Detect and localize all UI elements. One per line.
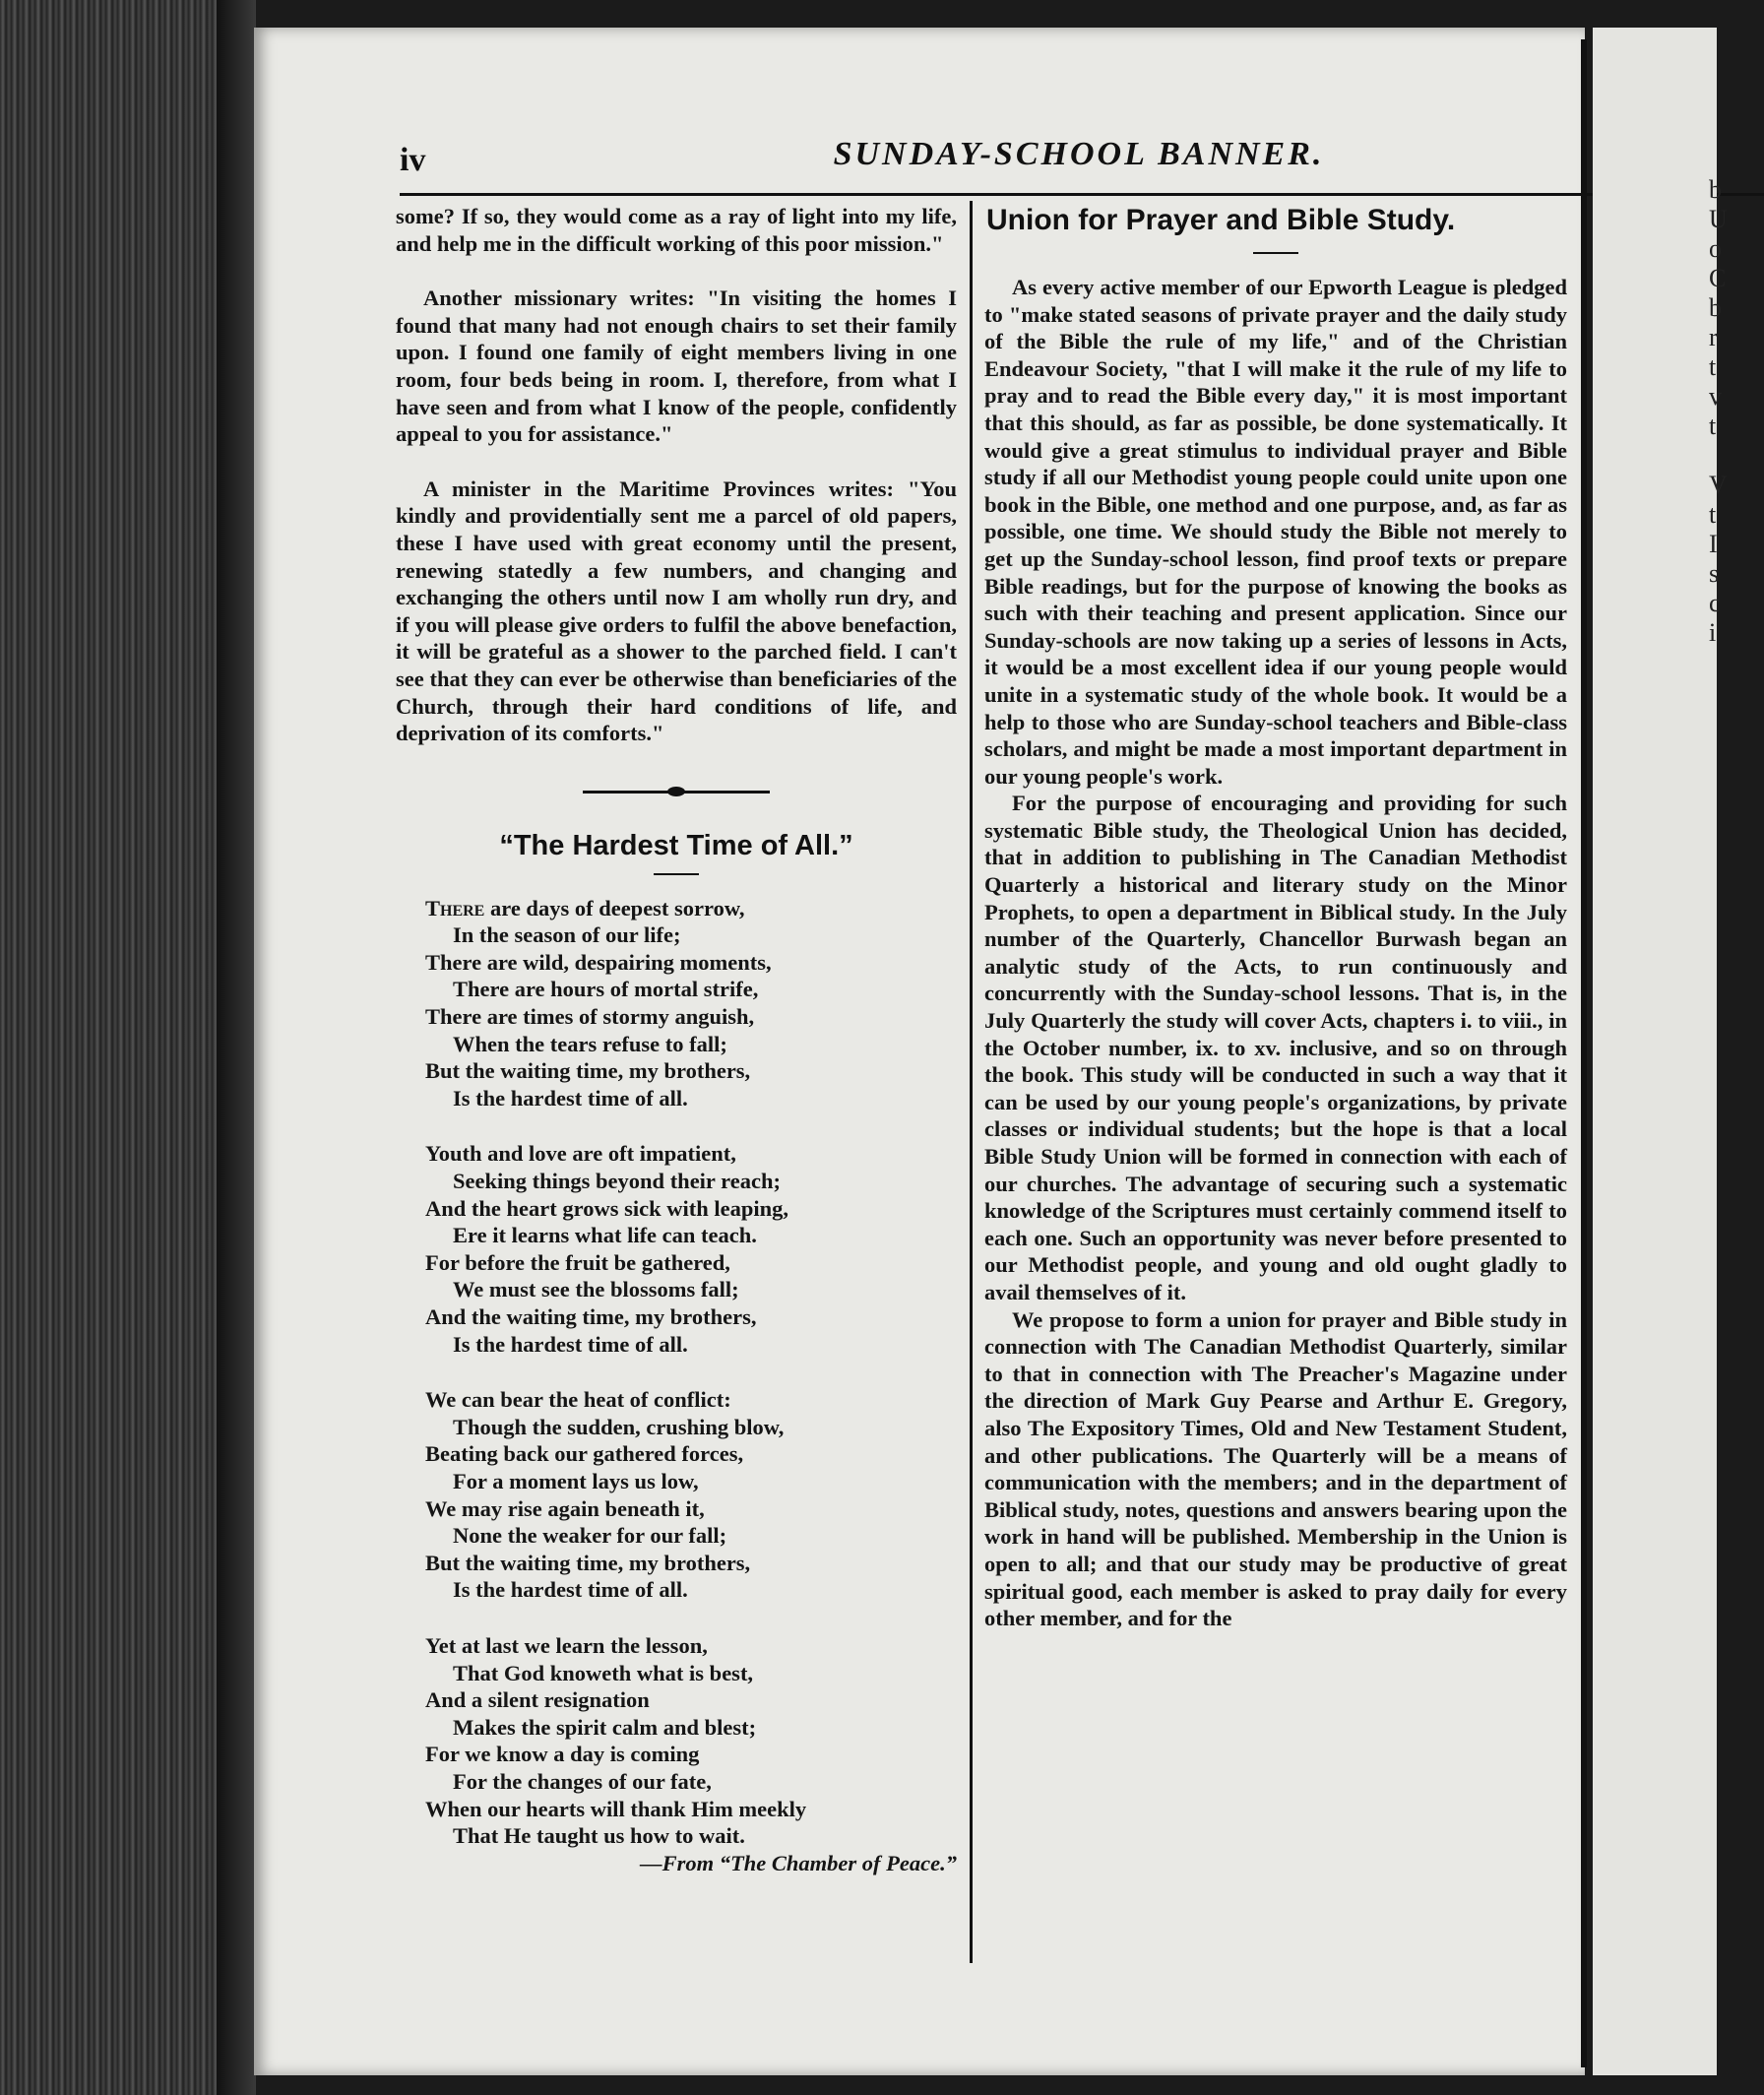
fragment-letter: t [1709, 500, 1717, 529]
poem-stanza [425, 1386, 957, 1604]
page-number: iv [400, 142, 426, 178]
column-divider [970, 201, 973, 1963]
verse-line: Beating back our gathered forces, [425, 1441, 744, 1467]
fragment-letter: c [1709, 589, 1721, 617]
verse-line: We can bear the heat of conflict: [425, 1387, 731, 1413]
verse-line: For the changes of our fate, [453, 1768, 712, 1794]
fragment-letter: r [1709, 323, 1718, 351]
book-page-edges [0, 0, 256, 2095]
verse-line: There are wild, despairing moments, [425, 949, 772, 975]
verse-line: We may rise again beneath it, [425, 1495, 705, 1521]
book-page [254, 28, 1585, 2075]
left-column [396, 203, 957, 1876]
poem-title: “The Hardest Time of All.” [499, 829, 853, 861]
verse-line: Though the sudden, crushing blow, [453, 1414, 785, 1439]
verse-line: Youth and love are oft impatient, [425, 1141, 736, 1167]
paragraph: A minister in the Maritime Provinces writes: "You kindly and providentially sent me a parcel of old papers, these I have used with great economy until the present, renewing statedly a few numbers, and changing and exchanging the others until now I am wholly run dry, and if you will please give orders to fulfil the above benefaction, it will be grateful as a shower to the parched field. I can't see that they can ever be otherwise than beneficiaries of the Church, through their hard conditions of life, and deprivation of its comforts." [396, 476, 957, 746]
right-column [984, 203, 1567, 1632]
verse-line: That God knoweth what is best, [453, 1660, 754, 1685]
verse-line: But the waiting time, my brothers, [425, 1550, 751, 1575]
verse-line: Makes the spirit calm and blest; [453, 1714, 757, 1740]
paragraph: some? If so, they would come as a ray of light into my life, and help me in the difficult working of this poor mission." [396, 204, 957, 256]
verse-line: Seeking things beyond their reach; [453, 1169, 781, 1194]
paragraph: Another missionary writes: "In visiting the homes I found that many had not enough chairs to set their family upon. I found one family of eight members living in one room, four beds being in room. I, therefore, from what I have seen and from what I know of the people, confidently appeal to you for assistance." [396, 286, 957, 447]
adjacent-page [1593, 28, 1728, 2075]
verse-line: And a silent resignation [425, 1687, 650, 1713]
verse-line: For a moment lays us low, [453, 1468, 699, 1493]
verse-line: And the heart grows sick with leaping, [425, 1195, 788, 1221]
paragraph: We propose to form a union for prayer and Bible study in connection with The Canadian Methodist Quarterly, similar to that in connection with The Preacher's Magazine under the direction of Mark Guy Pearse and Arthur E. Gregory, also The Expository Times, Old and New Testament Student, and other publications. The Quarterly will be a means of communication with the members; and in the department of Biblical study, notes, questions and answers bearing upon the work in hand will be published. Membership in the Union is open to all; and that our study may be productive of great spiritual good, each member is asked to pray daily for every other member, and for the [984, 1306, 1567, 1631]
fragment-letter: v [1709, 382, 1722, 411]
title-rule [1253, 252, 1298, 254]
verse-line: There are days of deepest sorrow, [425, 895, 745, 921]
poem-stanza [425, 1632, 957, 1850]
verse-line: Is the hardest time of all. [453, 1085, 688, 1111]
fragment-letter: C [1709, 264, 1727, 292]
verse-line: In the season of our life; [453, 922, 681, 948]
header-rule [400, 193, 1764, 196]
title-rule [654, 873, 699, 875]
fragment-letter: U [1709, 205, 1728, 233]
poem [425, 895, 957, 1877]
running-title: SUNDAY-SCHOOL BANNER. [833, 136, 1325, 172]
fragment-letter: t [1709, 352, 1717, 381]
verse-line: And the waiting time, my brothers, [425, 1304, 757, 1329]
poem-stanza [425, 1140, 957, 1358]
section-ornament [583, 785, 770, 798]
verse-line: For we know a day is coming [425, 1742, 700, 1767]
verse-line: When the tears refuse to fall; [453, 1031, 727, 1056]
verse-line: We must see the blossoms fall; [453, 1277, 739, 1302]
verse-line: There are times of stormy anguish, [425, 1004, 755, 1030]
article-title: Union for Prayer and Bible Study. [986, 204, 1456, 236]
fragment-letter: V [1709, 471, 1728, 499]
verse-line: Yet at last we learn the lesson, [425, 1632, 708, 1658]
fragment-letter: b [1709, 293, 1722, 322]
fragment-letter: b [1709, 175, 1722, 204]
verse-line: There are hours of mortal strife, [453, 977, 759, 1002]
verse-line: That He taught us how to wait. [453, 1823, 745, 1849]
verse-line: None the weaker for our fall; [453, 1523, 727, 1549]
fragment-letter: I [1709, 530, 1718, 558]
poem-attribution: —From “The Chamber of Peace.” [640, 1850, 957, 1875]
poem-stanza [425, 895, 957, 1112]
paragraph: For the purpose of encouraging and providing for such systematic Bible study, the Theological Union has decided, that in addition to publishing in The Canadian Methodist Quarterly a historical and literary study on the Minor Prophets, to open a department in Biblical study. In the July number of the Quarterly, Chancellor Burwash began an analytic study of the Acts, to run continuously and concurrently with the Sunday-school lessons. That is, in the July Quarterly the study will cover Acts, chapters i. to viii., in the October number, ix. to xv. inclusive, and so on through the book. This study will be conducted in such a way that it can be used by our young people's organizations, by private classes or individual students; but the hope is that a local Bible Study Union will be formed in connection with each of our churches. The advantage of securing such a systematic knowledge of the Scriptures must certainly commend itself to each one. Such an opportunity was never before presented to our Methodist people, and young and old ought gladly to avail themselves of it. [984, 791, 1567, 1304]
paragraph: As every active member of our Epworth League is pledged to "make stated seasons of private prayer and the daily study of the Bible the rule of my life," and of the Christian Endeavour Society, "that I will make it the rule of my life to pray and to read the Bible every day," it is most important that this should, as far as possible, be done systematically. It would give a great stimulus to individual prayer and Bible study if all our Methodist young people could unite upon one book in the Bible, one method and one purpose, and, as far as possible, one time. We should study the Bible not merely to get up the Sunday-school lesson, find proof texts or prepare Bible readings, but for the purpose of knowing the books as such with their teaching and present application. Since our Sunday-schools are now taking up a series of lessons in Acts, it would be a most excellent idea if our young people would unite in a systematic study of the whole book. It would be a help to those who are Sunday-school teachers and Bible-class scholars, and might be made a most important department in our young people's work. [984, 275, 1567, 789]
verse-line: When our hearts will thank Him meekly [425, 1796, 807, 1821]
page-header [400, 136, 1758, 195]
page-gutter [1581, 39, 1587, 2067]
verse-line: Is the hardest time of all. [453, 1331, 688, 1357]
fragment-letter: i [1709, 618, 1717, 647]
verse-line: For before the fruit be gathered, [425, 1249, 730, 1275]
verse-line: Is the hardest time of all. [453, 1577, 688, 1603]
fragment-letter: s [1709, 559, 1720, 588]
verse-line: Ere it learns what life can teach. [453, 1223, 757, 1248]
verse-line: But the waiting time, my brothers, [425, 1058, 751, 1084]
drop-word: There [425, 895, 485, 921]
fragment-letter: o [1709, 234, 1722, 263]
fragment-letter: t [1709, 412, 1717, 440]
